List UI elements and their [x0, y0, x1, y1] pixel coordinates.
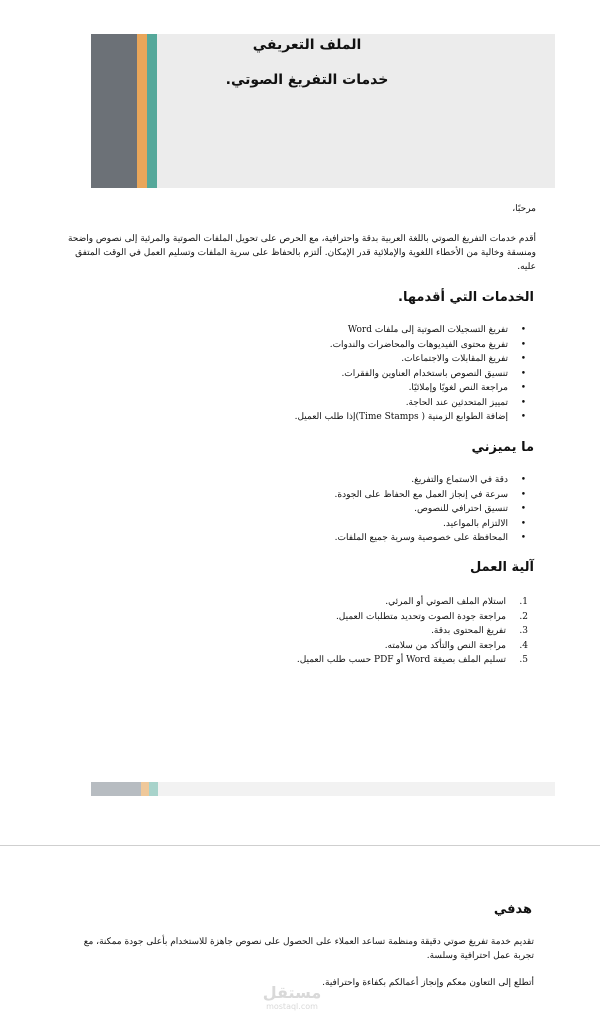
workflow-heading: آلية العمل	[469, 560, 534, 575]
list-item: • تمييز المتحدثين عند الحاجة.	[234, 396, 534, 411]
list-item	[234, 653, 534, 668]
list-item: • سرعة في إنجاز العمل مع الحفاظ على الجودة.	[234, 488, 534, 503]
list-item: • تفريغ محتوى الفيديوهات والمحاضرات والندوات.	[234, 338, 534, 353]
list-item: • دقة في الاستماع والتفريغ.	[234, 473, 534, 488]
watermark-arabic: مستقل	[262, 983, 322, 1002]
footer-band	[91, 782, 555, 796]
mostaql-watermark	[262, 984, 322, 1012]
step-text: مراجعة جودة الصوت وتحديد متطلبات العميل.	[335, 611, 506, 622]
list-item	[234, 610, 534, 625]
list-item: • تفريغ المقابلات والاجتماعات.	[234, 352, 534, 367]
header-stripe-orange	[137, 34, 147, 188]
features-heading: ما يميزني	[471, 440, 534, 455]
list-item: • الالتزام بالمواعيد.	[234, 517, 534, 532]
document-title: الملف التعريفي	[252, 37, 362, 53]
workflow-list	[234, 595, 534, 668]
list-item	[234, 639, 534, 654]
list-item	[234, 624, 534, 639]
watermark-latin: mostaql.com	[266, 1002, 318, 1011]
step-number: 2.	[519, 611, 528, 622]
list-item: • تفريغ التسجيلات الصوتية إلى ملفات Word	[234, 323, 534, 338]
step-text: تسليم الملف بصيغة Word أو PDF حسب طلب العميل.	[296, 655, 506, 665]
footer-stripe-gray	[91, 782, 141, 796]
intro-paragraph: أقدم خدمات التفريغ الصوتي باللغة العربية بدقة واحترافية، مع الحرص على تحويل الملفات الصوتية والمرئية إلى نصوص واضحة ومنسقة وخالية من الأخطاء اللغوية والإملائية قدر الإمكان. ألتزم بالحفاظ على سرية الملفات وتسليم العمل في الوقت المتفق عليه.	[67, 234, 536, 272]
step-text: استلام الملف الصوتي أو المرئي.	[385, 597, 506, 607]
list-item: • تنسيق النصوص باستخدام العناوين والفقرات.	[234, 367, 534, 382]
step-number: 1.	[519, 597, 528, 607]
closing-text: أتطلع إلى التعاون معكم وإنجاز أعمالكم بكفاءة واحترافية.	[322, 978, 534, 988]
services-heading: الخدمات التي أقدمها.	[398, 290, 534, 305]
step-number: 3.	[519, 626, 528, 636]
list-item: • المحافظة على خصوصية وسرية جميع الملفات.	[234, 531, 534, 546]
features-list	[234, 473, 534, 546]
list-item: • تنسيق احترافي للنصوص.	[234, 502, 534, 517]
footer-stripe-orange	[141, 782, 149, 796]
greeting-text: مرحبًا،	[512, 204, 536, 214]
list-item	[234, 595, 534, 610]
step-number: 5.	[519, 655, 528, 665]
document-subtitle: خدمات التفريغ الصوتي.	[225, 72, 389, 88]
services-list	[234, 323, 534, 425]
header-stripe-teal	[147, 34, 157, 188]
header-stripe-gray	[91, 34, 137, 188]
goal-paragraph: تقديم خدمة تفريغ صوتي دقيقة ومنظمة تساعد العملاء على الحصول على نصوص جاهزة للاستخدام بأعلى جودة ممكنة، مع تجربة عمل احترافية وسلسة.	[83, 937, 534, 961]
step-number: 4.	[519, 640, 528, 651]
step-text: تفريغ المحتوى بدقة.	[431, 626, 506, 636]
list-item: • مراجعة النص لغويًا وإملائيًا.	[234, 381, 534, 396]
footer-stripe-teal	[149, 782, 158, 796]
step-text: مراجعة النص والتأكد من سلامته.	[384, 640, 506, 651]
goal-heading: هدفي	[493, 902, 532, 917]
header-band	[91, 34, 555, 188]
list-item: • إضافة الطوابع الزمنية ( Time Stamps)إذا طلب العميل.	[234, 410, 534, 425]
